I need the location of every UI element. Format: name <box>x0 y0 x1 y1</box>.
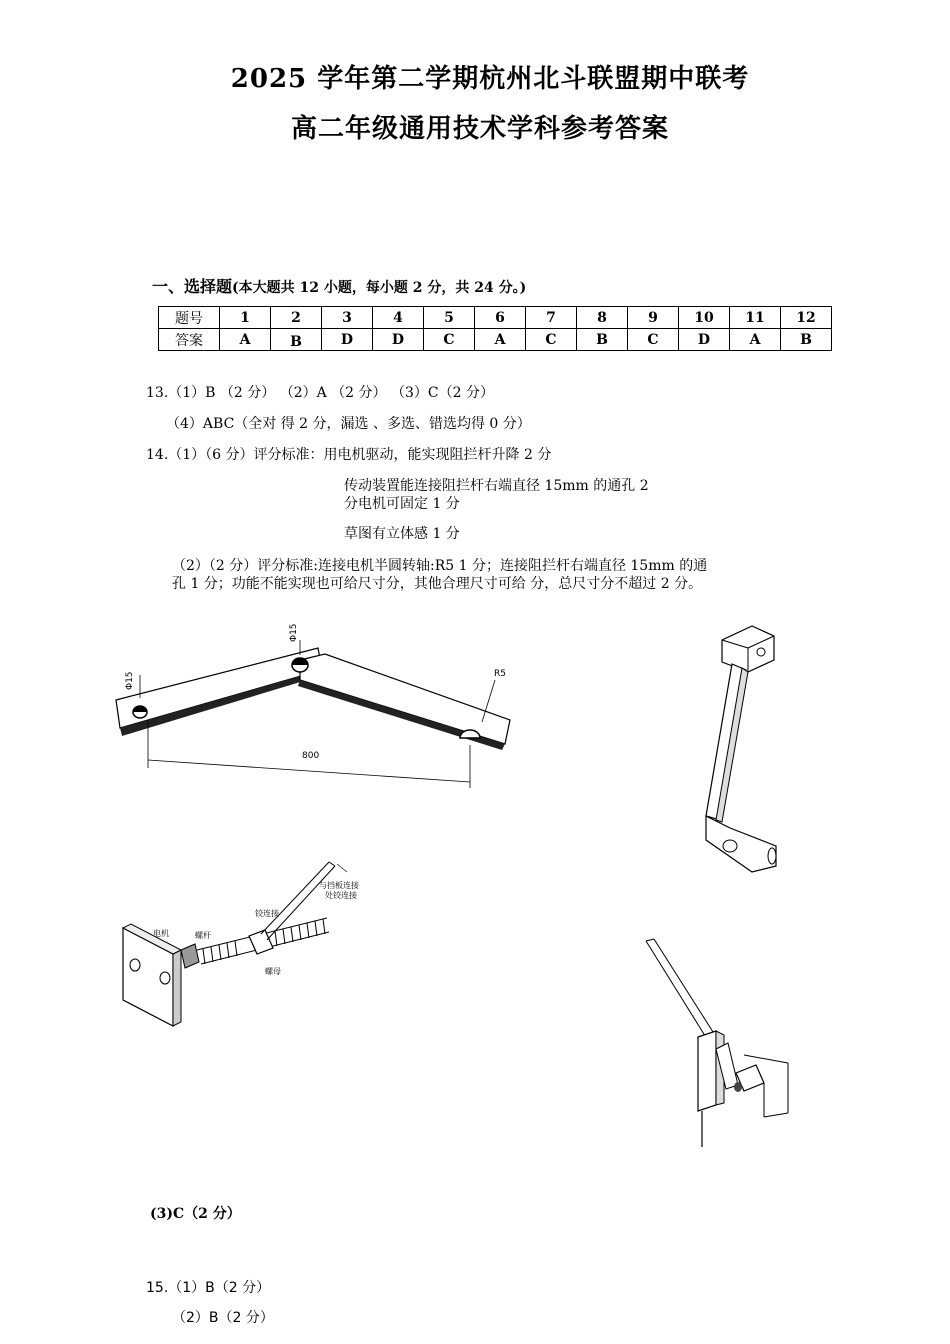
question-number: 3 <box>322 307 373 329</box>
question-number: 7 <box>526 307 577 329</box>
doc-title-line1: 2025 学年第二学期杭州北斗联盟期中联考 <box>230 64 750 94</box>
question-number: 12 <box>781 307 832 329</box>
q15-line1: 15.（1）B（2 分） <box>146 1280 271 1296</box>
crank-arm-drawing <box>690 620 800 875</box>
label-connect-1: 与挡板连接 <box>319 881 359 890</box>
linkage-drawing <box>110 620 530 795</box>
q15-line2: （2）B（2 分） <box>172 1310 274 1326</box>
answer-cell: C <box>526 329 577 351</box>
question-number: 1 <box>220 307 271 329</box>
answer-cell: D <box>679 329 730 351</box>
label-hinge: 铰连接 <box>255 909 279 918</box>
label-screw: 螺杆 <box>195 931 211 940</box>
section1-title: 一、选择题 <box>152 277 233 296</box>
q14-line4: 草图有立体感 1 分 <box>344 526 460 542</box>
left-bar <box>116 648 322 736</box>
answer-cell: C <box>628 329 679 351</box>
label-motor: 电机 <box>153 929 169 938</box>
dim-length: 800 <box>302 751 320 761</box>
answer-cell: A <box>730 329 781 351</box>
q14-line5: （2）（2 分）评分标准:连接电机半圆转轴:R5 1 分；连接阻拦杆右端直径 15mm 的通 <box>172 558 708 574</box>
row-label-answers: 答案 <box>159 329 220 351</box>
answer-cell: A <box>220 329 271 351</box>
answer-table-row-questions <box>159 307 832 329</box>
question-number: 10 <box>679 307 730 329</box>
screw-assembly-drawing <box>115 850 415 1030</box>
dim-diameter-left: Φ15 <box>125 671 135 690</box>
q14-3-answer <box>150 1203 241 1223</box>
q14-line3: 分电机可固定 1 分 <box>344 496 460 512</box>
dim-diameter-top: Φ15 <box>289 623 299 642</box>
lever-mount-drawing <box>640 935 800 1150</box>
answer-cell: B <box>271 329 322 351</box>
section1-heading <box>152 274 526 297</box>
label-nut: 螺母 <box>265 967 281 976</box>
question-number: 9 <box>628 307 679 329</box>
q14-3-text: (3)C（2 分） <box>150 1206 241 1222</box>
question-number: 5 <box>424 307 475 329</box>
answer-table-row-answers <box>159 329 832 351</box>
row-label-questions: 题号 <box>159 307 220 329</box>
question-number: 2 <box>271 307 322 329</box>
q13-line1: 13.（1）B （2 分） （2）A （2 分） （3）C（2 分） <box>146 385 494 401</box>
q13-line2: （4）ABC（全对 得 2 分，漏选 、多选、错选均得 0 分） <box>166 416 531 432</box>
q14-line6: 孔 1 分；功能不能实现也可给尺寸分，其他合理尺寸可给 分，总尺寸分不超过 2 分。 <box>172 576 703 592</box>
dim-radius: R5 <box>494 669 506 679</box>
q14-line1: 14.（1）（6 分）评分标准：用电机驱动，能实现阻拦杆升降 2 分 <box>146 447 552 463</box>
answer-cell: D <box>373 329 424 351</box>
question-number: 4 <box>373 307 424 329</box>
label-connect-2: 处铰连接 <box>325 891 357 900</box>
answer-cell: B <box>781 329 832 351</box>
section1-note: (本大题共 12 小题，每小题 2 分，共 24 分。) <box>232 280 527 296</box>
question-number: 8 <box>577 307 628 329</box>
doc-title-line2: 高二年级通用技术学科参考答案 <box>290 114 669 144</box>
answer-cell: C <box>424 329 475 351</box>
answer-table <box>158 306 832 351</box>
question-number: 11 <box>730 307 781 329</box>
answer-cell: D <box>322 329 373 351</box>
answer-cell: B <box>577 329 628 351</box>
answer-cell: A <box>475 329 526 351</box>
q14-line2: 传动装置能连接阻拦杆右端直径 15mm 的通孔 2 <box>344 478 649 494</box>
question-number: 6 <box>475 307 526 329</box>
